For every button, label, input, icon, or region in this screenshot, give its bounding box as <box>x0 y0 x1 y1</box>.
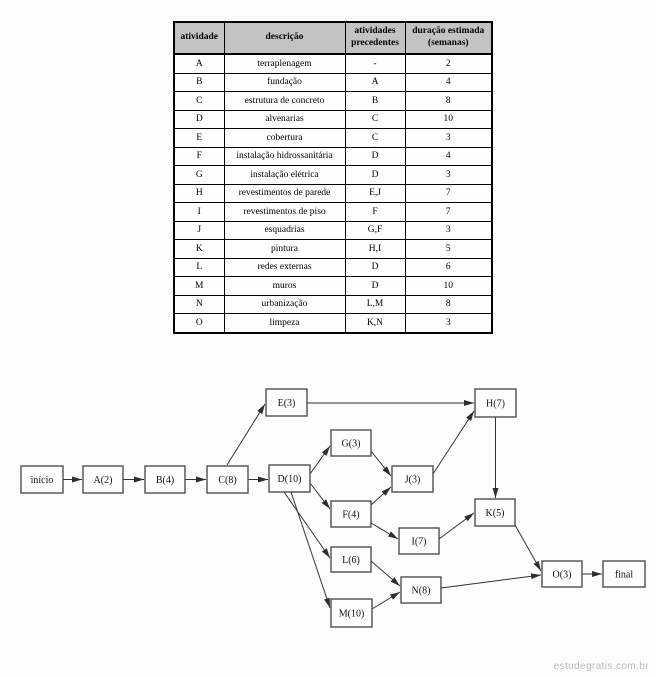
node-label-K: K(5) <box>485 508 505 519</box>
node-label-D: D(10) <box>277 474 302 485</box>
table-cell: C <box>345 110 405 129</box>
node-label-O: O(3) <box>552 569 572 581</box>
edge-J-H <box>433 411 474 474</box>
edge-C-E <box>227 404 265 465</box>
table-cell: pintura <box>224 240 345 259</box>
diagram-node-C <box>207 466 248 493</box>
table-cell: H <box>174 184 224 203</box>
table-cell: 4 <box>405 73 492 92</box>
table-cell: alvenarias <box>224 110 345 129</box>
node-label-inicio: início <box>30 475 54 486</box>
table-cell: L,M <box>345 295 405 314</box>
table-cell: 3 <box>405 166 492 185</box>
node-label-A: A(2) <box>93 475 113 486</box>
edge-K-O <box>515 525 541 571</box>
table-cell: A <box>174 54 224 73</box>
table-cell: F <box>345 203 405 222</box>
edge-F-J <box>371 487 391 505</box>
node-label-E: E(3) <box>277 398 296 409</box>
nodes-layer <box>21 389 645 627</box>
table-cell: limpeza <box>224 314 345 333</box>
diagram-node-B <box>145 466 185 493</box>
edge-I-K <box>439 513 474 539</box>
table-cell: B <box>345 92 405 111</box>
diagram-node-J <box>392 466 433 492</box>
table-cell: instalação elétrica <box>224 166 345 185</box>
node-label-F: F(4) <box>342 509 360 521</box>
table-cell: muros <box>224 277 345 296</box>
table-cell: I <box>174 203 224 222</box>
table-cell: K <box>174 240 224 259</box>
diagram-node-F <box>331 501 371 527</box>
table-cell: H,I <box>345 240 405 259</box>
node-label-N: N(8) <box>411 585 431 597</box>
table-cell: D <box>174 110 224 129</box>
table-cell: 7 <box>405 184 492 203</box>
table-cell: G <box>174 166 224 185</box>
node-label-G: G(3) <box>341 438 361 450</box>
edge-F-I <box>371 523 398 539</box>
table-cell: 10 <box>405 110 492 129</box>
node-label-L: L(6) <box>342 555 360 566</box>
diagram-node-K <box>475 499 515 526</box>
table-cell: 3 <box>405 129 492 148</box>
edge-D-L <box>284 492 330 558</box>
table-cell: M <box>174 277 224 296</box>
table-cell: E,J <box>345 184 405 203</box>
table-header-cell: descrição <box>224 22 345 54</box>
diagram-node-N <box>401 577 441 603</box>
table-cell: 3 <box>405 221 492 240</box>
diagram-node-D <box>269 465 310 492</box>
table-cell: C <box>174 92 224 111</box>
diagram-node-M <box>331 599 372 627</box>
table-cell: revestimentos de piso <box>224 203 345 222</box>
table-cell: D <box>345 147 405 166</box>
edge-L-N <box>371 561 400 586</box>
table-cell: esquadrias <box>224 221 345 240</box>
table-cell: F <box>174 147 224 166</box>
table-cell: estrutura de concreto <box>224 92 345 111</box>
node-label-I: I(7) <box>411 536 427 548</box>
edge-M-N <box>372 592 400 609</box>
table-cell: 3 <box>405 314 492 333</box>
table-cell: urbanização <box>224 295 345 314</box>
table-cell: D <box>345 166 405 185</box>
node-label-M: M(10) <box>338 608 365 620</box>
diagram-node-inicio <box>21 466 63 493</box>
table-cell: J <box>174 221 224 240</box>
table-cell: cobertura <box>224 129 345 148</box>
table-cell: D <box>345 277 405 296</box>
table-cell: terraplenagem <box>224 54 345 73</box>
table-cell: N <box>174 295 224 314</box>
table-cell: O <box>174 314 224 333</box>
table-cell: E <box>174 129 224 148</box>
table-header-cell: atividades precedentes <box>345 22 405 54</box>
table-cell: 6 <box>405 258 492 277</box>
diagram-node-A <box>83 466 123 493</box>
edge-D-G <box>310 446 330 474</box>
table-cell: K,N <box>345 314 405 333</box>
table-cell: 8 <box>405 295 492 314</box>
table-cell: instalação hidrossanitária <box>224 147 345 166</box>
diagram-node-final <box>603 561 645 587</box>
table-cell: redes externas <box>224 258 345 277</box>
table-header-cell: duração estimada (semanas) <box>405 22 492 54</box>
table-cell: C <box>345 129 405 148</box>
diagram-node-O <box>542 561 582 587</box>
diagram-node-E <box>266 389 307 416</box>
diagram-node-I <box>399 528 439 554</box>
watermark: estudegratis.com.br <box>553 661 649 672</box>
table-cell: B <box>174 73 224 92</box>
diagram-node-G <box>331 430 371 456</box>
diagram-node-H <box>475 389 516 417</box>
table-header-cell: atividade <box>174 22 224 54</box>
node-label-final: final <box>614 569 634 581</box>
edge-G-J <box>371 451 391 476</box>
edge-D-F <box>310 483 330 509</box>
table-cell: 7 <box>405 203 492 222</box>
table-cell: D <box>345 258 405 277</box>
table-cell: - <box>345 54 405 73</box>
table-cell: 2 <box>405 54 492 73</box>
node-label-B: B(4) <box>155 475 175 486</box>
table-cell: fundação <box>224 73 345 92</box>
edge-N-O <box>441 575 541 588</box>
node-label-H: H(7) <box>486 398 505 410</box>
node-label-C: C(8) <box>218 475 237 486</box>
diagram-node-L <box>331 547 371 572</box>
table-cell: 4 <box>405 147 492 166</box>
table-cell: 5 <box>405 240 492 259</box>
node-label-J: J(3) <box>404 474 421 486</box>
table-cell: A <box>345 73 405 92</box>
table-cell: L <box>174 258 224 277</box>
table-cell: G,F <box>345 221 405 240</box>
table-cell: revestimentos de parede <box>224 184 345 203</box>
table-cell: 8 <box>405 92 492 111</box>
table-cell: 10 <box>405 277 492 296</box>
